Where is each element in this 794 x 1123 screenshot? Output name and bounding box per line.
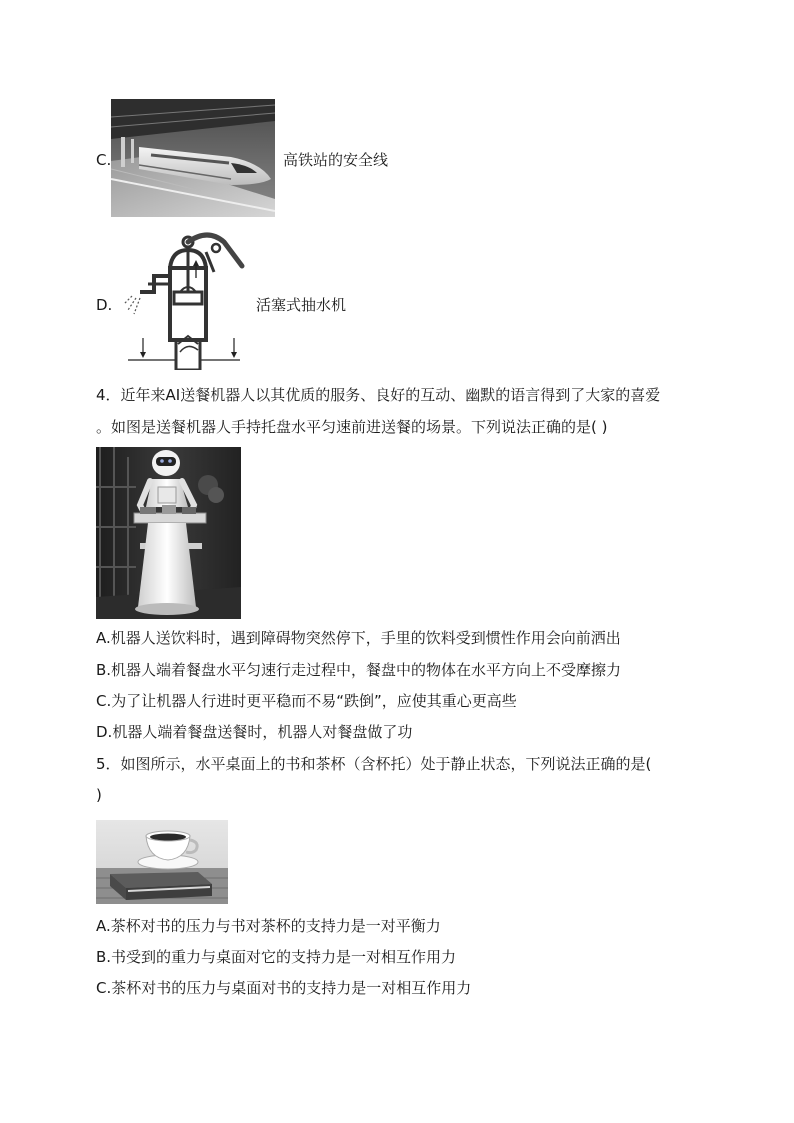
high-speed-train-photo [111,99,275,217]
q4-stem-line2: 。如图是送餐机器人手持托盘水平匀速前进送餐的场景。下列说法正确的是( ) [96,418,608,436]
q4-option-d: D.机器人端着餐盘送餐时，机器人对餐盘做了功 [96,723,413,741]
q5-stem-line1: 5．如图所示，水平桌面上的书和茶杯（含杯托）处于静止状态，下列说法正确的是( [96,755,652,773]
q5-option-b: B.书受到的重力与桌面对它的支持力是一对相互作用力 [96,948,457,966]
q5-stem-line2: ) [96,786,102,804]
q4-option-a: A.机器人送饮料时，遇到障碍物突然停下，手里的饮料受到惯性作用会向前洒出 [96,629,621,647]
option-d-letter: D. [96,296,113,314]
q4-stem-line1: 4．近年来AI送餐机器人以其优质的服务、良好的互动、幽默的语言得到了大家的喜爱 [96,386,661,404]
q4-option-b: B.机器人端着餐盘水平匀速行走过程中，餐盘中的物体在水平方向上不受摩擦力 [96,661,622,679]
q5-option-a: A.茶杯对书的压力与书对茶杯的支持力是一对平衡力 [96,917,441,935]
piston-pump-diagram [110,232,250,370]
book-and-teacup-photo [96,820,228,904]
option-d-text: 活塞式抽水机 [256,296,347,314]
option-c-letter: C. [96,151,112,169]
q4-option-c: C.为了让机器人行进时更平稳而不易“跌倒”，应使其重心更高些 [96,692,517,710]
service-robot-photo [96,447,241,619]
q5-option-c: C.茶杯对书的压力与桌面对书的支持力是一对相互作用力 [96,979,472,997]
option-c-text: 高铁站的安全线 [283,151,389,169]
